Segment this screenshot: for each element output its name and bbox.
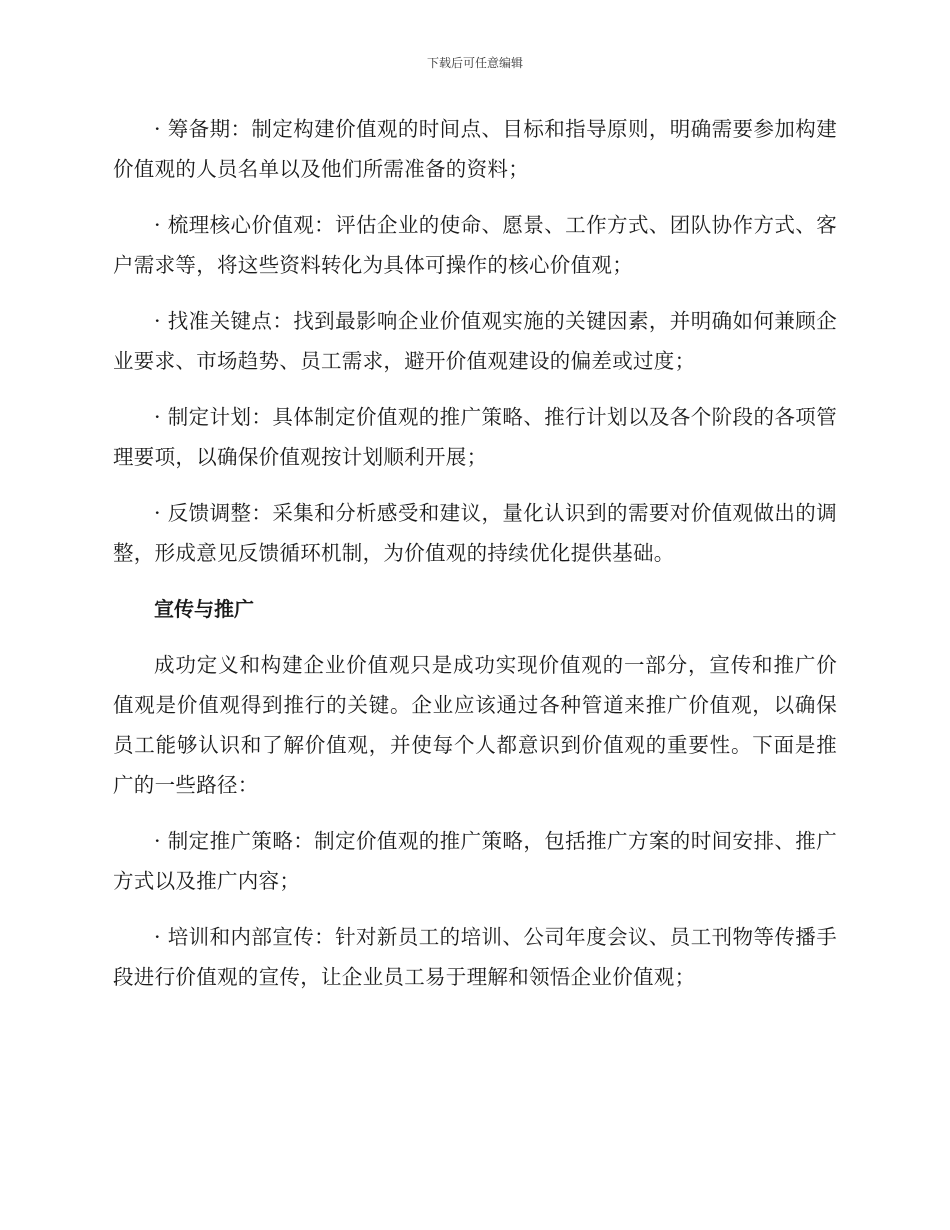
bullet-core-values: · 梳理核心价值观：评估企业的使命、愿景、工作方式、团队协作方式、客户需求等，将这些资料转化为具体可操作的核心价值观； [113,213,837,277]
bullet-promotion-strategy: · 制定推广策略：制定价值观的推广策略，包括推广方案的时间安排、推广方式以及推广内容； [113,829,837,893]
document-body [113,109,837,1013]
section-heading: 宣传与推广 [154,597,254,621]
page-header: 下载后可任意编辑 [426,56,523,70]
bullet-preparation: · 筹备期：制定构建价值观的时间点、目标和指导原则，明确需要参加构建价值观的人员名单以及他们所需准备的资料； [113,117,837,181]
bullet-plan: · 制定计划：具体制定价值观的推广策略、推行计划以及各个阶段的各项管理要项，以确保价值观按计划顺利开展； [113,405,837,469]
intro-paragraph: 成功定义和构建企业价值观只是成功实现价值观的一部分，宣传和推广价值观是价值观得到推行的关键。企业应该通过各种管道来推广价值观，以确保员工能够认识和了解价值观，并使每个人都意识到价值观的重要性。下面是推广的一些路径： [113,653,837,797]
bullet-feedback: · 反馈调整：采集和分析感受和建议，量化认识到的需要对价值观做出的调整，形成意见反馈循环机制，为价值观的持续优化提供基础。 [113,501,837,565]
bullet-key-points: · 找准关键点：找到最影响企业价值观实施的关键因素，并明确如何兼顾企业要求、市场趋势、员工需求，避开价值观建设的偏差或过度； [113,309,837,373]
bullet-training: · 培训和内部宣传：针对新员工的培训、公司年度会议、员工刊物等传播手段进行价值观的宣传，让企业员工易于理解和领悟企业价值观； [113,925,837,989]
